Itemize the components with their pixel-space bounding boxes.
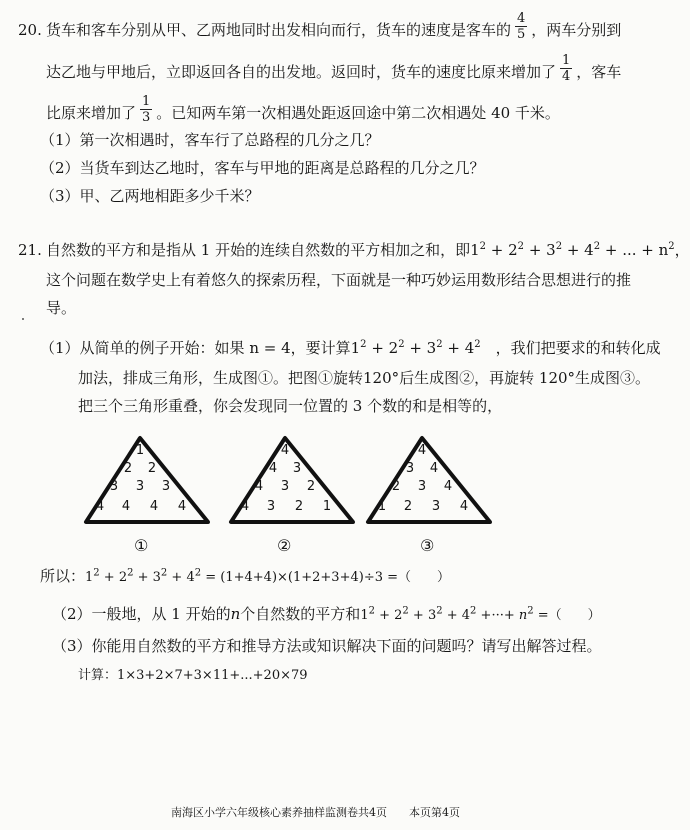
triangle-number: 3 [161,479,171,494]
q20-line1: 货车和客车分别从甲、乙两地同时出发相向而行，货车的速度是客车的 $\frac{4}{5}$ ，两车分别到 [46,10,622,42]
triangle-number: 3 [109,479,119,494]
q21-p1-line2: 加法，排成三角形，生成图①。把图①旋转120°后生成图②，再旋转 120°生成图③。 [78,369,651,387]
q21-number: 21. [18,241,42,259]
figure-label-1: ① [134,536,149,555]
page-footer: 南海区小学六年级核心素养抽样监测卷共4页 本页第4页 [171,806,460,819]
q20-sub1: （1）第一次相遇时，客车行了总路程的几分之几？ [40,131,380,149]
triangle-number: 4 [254,479,264,494]
figure-label-3: ③ [420,536,435,555]
triangle-number: 3 [266,499,276,514]
triangle-number: 4 [149,499,159,514]
q20-sub2: （2）当货车到达乙地时，客车与甲地的距离是总路程的几分之几？ [40,159,485,177]
q21-line1: 自然数的平方和是指从 1 开始的连续自然数的平方相加之和，即$1^2 + 2^2 + 3^2 + 4^2$ + ... + $n^2$， [46,241,690,259]
triangle-number: 1 [322,499,332,514]
scan-dot [22,318,24,320]
triangle-number: 2 [306,479,316,494]
q21-p1-line1: （1）从简单的例子开始：如果 n = 4，要计算$1^2 + 2^2 + 3^2 + 4^2$ ，我们把要求的和转化成 [40,339,661,357]
q20-sub3: （3）甲、乙两地相距多少千米？ [40,187,260,205]
triangle-number: 4 [443,479,453,494]
triangle-number: 4 [95,499,105,514]
q20-frac-1-3: $\frac{1}{3}$ [142,93,151,125]
triangle-figure-1 [78,430,218,534]
triangle-number: 4 [280,443,290,458]
q21-line2: 这个问题在数学史上有着悠久的探索历程，下面就是一种巧妙运用数形结合思想进行的推 [46,271,632,289]
q21-p2-line: （2）一般地，从 1 开始的n个自然数的平方和$1^2 + 2^2 + 3^2 + 4^2$ +···+ $n^2$ =（ ） [52,605,601,623]
triangle-number: 3 [417,479,427,494]
q21-calc-line: 计算：1×3+2×7+3×11+...+20×79 [78,668,308,683]
triangle-number: 1 [377,499,387,514]
triangle-number: 2 [403,499,413,514]
triangle-number: 4 [121,499,131,514]
triangle-number: 3 [431,499,441,514]
triangle-number: 2 [391,479,401,494]
triangle-number: 4 [459,499,469,514]
q21-p1-line3: 把三个三角形重叠，你会发现同一位置的 3 个数的和是相等的， [78,397,503,415]
triangle-figure-3 [360,430,500,534]
triangle-number: 4 [240,499,250,514]
triangle-number: 3 [280,479,290,494]
triangle-number: 4 [417,443,427,458]
q21-p3-line: （3）你能用自然数的平方和推导方法或知识解决下面的问题吗？请写出解答过程。 [52,637,602,655]
triangle-number: 4 [177,499,187,514]
triangle-number: 1 [135,443,145,458]
q20-line2: 达乙地与甲地后，立即返回各自的出发地。返回时，货车的速度比原来增加了 $\frac{1}{4}$ ，客车 [46,52,622,84]
q21-line3: 导。 [46,299,77,317]
q20-number: 20. [18,21,42,39]
triangle-number: 4 [268,461,278,476]
q20-line3: 比原来增加了 $\frac{1}{3}$ 。已知两车第一次相遇处距返回途中第二次相遇处 40 千米。 [46,93,560,125]
triangle-figure-2 [223,430,363,534]
q20-frac-4-5: $\frac{4}{5}$ [517,10,526,42]
triangle-number: 4 [429,461,439,476]
triangle-number: 2 [123,461,133,476]
triangle-number: 2 [294,499,304,514]
triangle-number: 2 [147,461,157,476]
q20-frac-1-4: $\frac{1}{4}$ [562,52,571,84]
figure-label-2: ② [277,536,292,555]
triangle-number: 3 [135,479,145,494]
q21-so-line: 所以：$1^2 + 2^2 + 3^2 + 4^2 = (1+4+4)\times(1+2+3+4)\div 3$ =（ ） [40,567,451,585]
triangle-number: 3 [405,461,415,476]
triangle-number: 3 [292,461,302,476]
